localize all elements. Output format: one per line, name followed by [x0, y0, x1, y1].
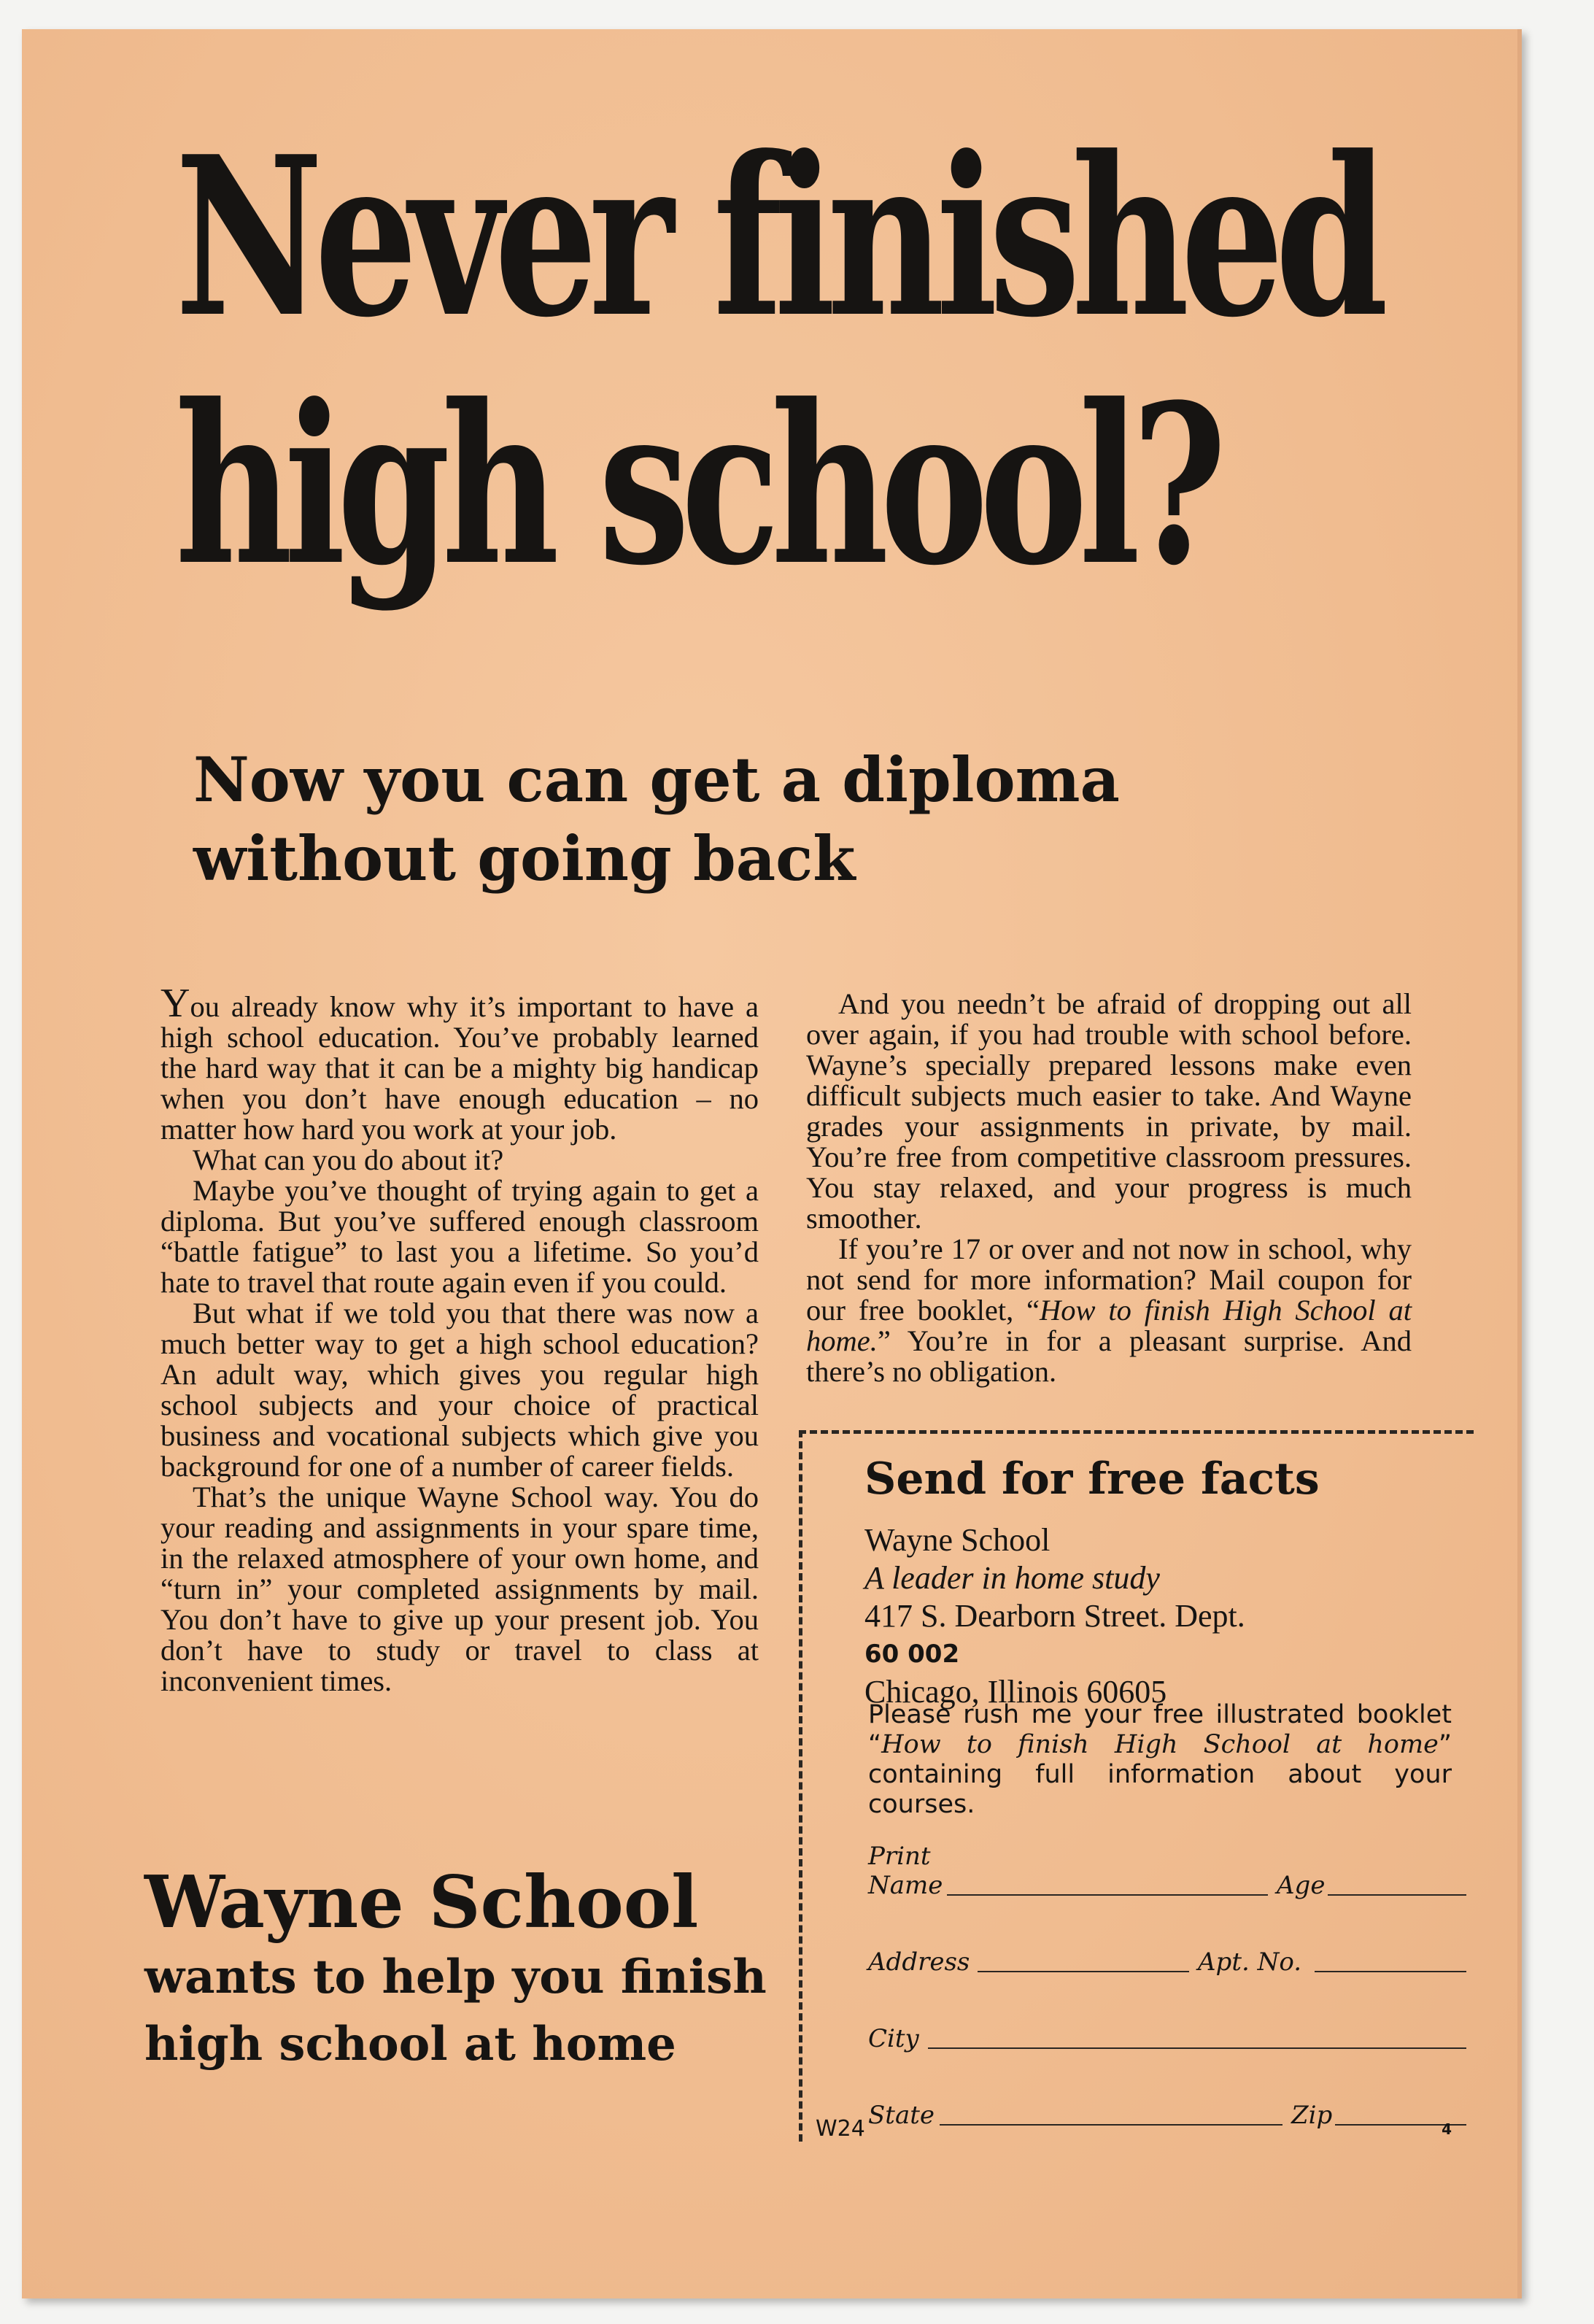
- apt-label: Apt. No.: [1198, 1947, 1302, 1977]
- print-label: Print: [868, 1842, 931, 1871]
- subheadline: [193, 741, 1215, 898]
- drop-cap: Y: [160, 981, 190, 1026]
- city-field[interactable]: [928, 2047, 1466, 2049]
- name-field[interactable]: [947, 1894, 1268, 1896]
- coupon-street: 417 S. Dearborn Street. Dept. 60 002: [864, 1597, 1448, 1673]
- mail-coupon: [799, 1430, 1474, 2142]
- body-column-left: [160, 981, 759, 1697]
- signoff-line-2: high school at home: [144, 2017, 676, 2072]
- coupon-school: Wayne School: [864, 1522, 1051, 1558]
- coupon-dept-number: 60 002: [864, 1640, 960, 1669]
- coupon-request-text: Please rush me your free illustrated booklet “How to finish High School at home” containing full information about your courses.: [868, 1700, 1452, 1819]
- body-paragraph: That’s the unique Wayne School way. You do your reading and assignments in your spare time, in the relaxed atmosphere of your own home, and “turn in” your completed assignments by mail. You don’t have to give up your present job. You don’t have to study or travel to class at inconvenient times.: [160, 1481, 759, 1697]
- city-label: City: [868, 2024, 919, 2053]
- state-label: State: [868, 2101, 935, 2130]
- signoff: [144, 1862, 801, 2078]
- signoff-line-1: wants to help you finish: [144, 1950, 767, 2004]
- address-field[interactable]: [978, 1971, 1189, 1972]
- booklet-title: How to finish High School at home.: [806, 1294, 1412, 1357]
- body-paragraph: And you needn’t be afraid of dropping out all over again, if you had trouble with school before. Wayne’s specially prepared lessons make even difficult subjects much easier to take. And Wayne grades your assignments in private, by mail. You’re free from competitive classroom pressures. You stay relaxed, and your progress is much smoother.: [806, 987, 1412, 1235]
- coupon-title: Send for free facts: [864, 1454, 1320, 1505]
- subheadline-line-2: without going back: [193, 822, 856, 895]
- headline: [175, 108, 1380, 614]
- age-label: Age: [1277, 1871, 1326, 1900]
- apt-field[interactable]: [1315, 1971, 1466, 1972]
- body-paragraph: But what if we told you that there was now a much better way to get a high school education? An adult way, which gives you regular high school subjects and your choice of practical business and vocational subjects which give you background for one of a number of career fields.: [160, 1297, 759, 1483]
- body-paragraph: You already know why it’s important to have a high school education. You’ve probably learned the hard way that it can be a mighty big handicap when you don’t have enough education – no matter how hard you work at your job.: [160, 981, 759, 1146]
- name-field-line: [868, 1868, 1466, 1900]
- coupon-tagline: A leader in home study: [864, 1560, 1160, 1596]
- ad-page: [22, 29, 1522, 2298]
- city-field-line: [868, 2021, 1466, 2053]
- print-label-line: [868, 1839, 1466, 1871]
- name-label: Name: [868, 1871, 943, 1900]
- coupon-address: [864, 1521, 1448, 1711]
- subheadline-line-1: Now you can get a diploma: [193, 744, 1120, 816]
- age-field[interactable]: [1328, 1894, 1466, 1896]
- body-column-right: [806, 989, 1412, 1387]
- headline-line-1: Never finished: [175, 108, 1380, 366]
- state-field-line: [868, 2098, 1466, 2130]
- state-field[interactable]: [940, 2124, 1282, 2126]
- body-paragraph: What can you do about it?: [193, 1143, 504, 1176]
- body-paragraph: Maybe you’ve thought of trying again to get a diploma. But you’ve suffered enough classroom “battle fatigue” to last you a lifetime. So you’d hate to travel that route again even if you could.: [160, 1174, 759, 1299]
- address-label: Address: [868, 1947, 970, 1977]
- coupon-code: W24: [816, 2116, 865, 2142]
- page-number: 4: [1442, 2120, 1452, 2138]
- signoff-school-name: Wayne School: [144, 1861, 699, 1945]
- address-field-line: [868, 1945, 1466, 1977]
- headline-line-2: high school?: [175, 356, 1218, 614]
- coupon-city: Chicago, Illinois 60605: [864, 1674, 1167, 1710]
- zip-label: Zip: [1291, 2101, 1333, 2130]
- body-paragraph: If you’re 17 or over and not now in school, why not send for more information? Mail coupon for our free booklet, “How to finish High School at home.” You’re in for a pleasant surprise. And there’s no obligation.: [806, 1232, 1412, 1388]
